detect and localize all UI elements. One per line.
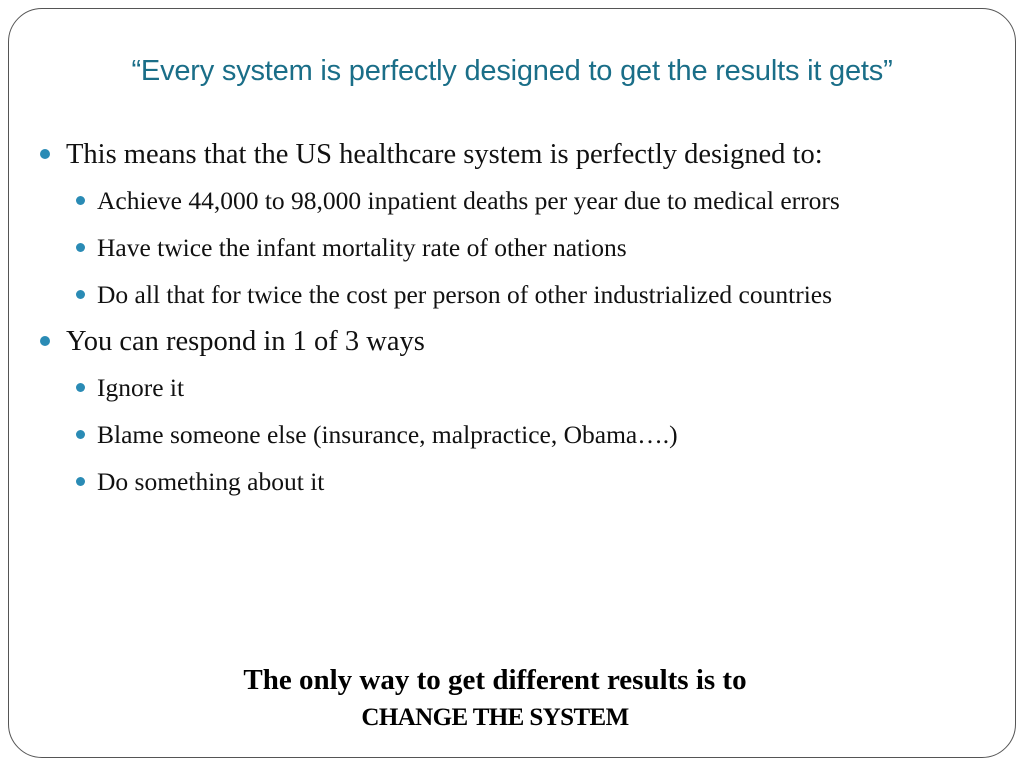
bullet-dot-icon (40, 336, 50, 346)
bullet-dot-icon (76, 477, 85, 486)
sub-bullet-item (36, 227, 917, 268)
bullet-dot-icon (76, 196, 85, 205)
sub-bullet-text: Do all that for twice the cost per person of other industrialized countries (97, 280, 833, 309)
conclusion-statement (0, 660, 990, 736)
conclusion-line-2: CHANGE THE SYSTEM (361, 704, 629, 731)
sub-bullet-text: Achieve 44,000 to 98,000 inpatient deaths per year due to medical errors (97, 186, 840, 215)
sub-bullet-item (36, 414, 917, 455)
bullet-text: This means that the US healthcare system is perfectly designed to: (66, 139, 823, 170)
bullet-item (36, 321, 986, 363)
bullet-dot-icon (76, 383, 85, 392)
conclusion-line-1: The only way to get different results is to (243, 664, 747, 696)
sub-bullet-item (36, 461, 917, 502)
sub-bullet-item (36, 274, 917, 315)
sub-bullet-item (36, 180, 917, 221)
bullet-dot-icon (40, 149, 50, 159)
bullet-dot-icon (76, 290, 85, 299)
bullet-text: You can respond in 1 of 3 ways (66, 326, 425, 357)
sub-bullet-text: Do something about it (97, 467, 325, 496)
sub-bullet-text: Have twice the infant mortality rate of other nations (97, 233, 627, 262)
bullet-item (36, 134, 986, 176)
sub-bullet-item (36, 367, 917, 408)
slide-content (36, 134, 986, 508)
sub-bullet-text: Ignore it (97, 373, 185, 402)
bullet-dot-icon (76, 430, 85, 439)
slide-title: “Every system is perfectly designed to get the results it gets” (131, 55, 893, 87)
sub-bullet-group (36, 367, 986, 502)
bullet-list (36, 134, 986, 502)
sub-bullet-text: Blame someone else (insurance, malpractice, Obama….) (97, 420, 678, 449)
bullet-dot-icon (76, 243, 85, 252)
sub-bullet-group (36, 180, 986, 315)
sub-bullet-list (36, 367, 986, 502)
sub-bullet-list (36, 180, 986, 315)
